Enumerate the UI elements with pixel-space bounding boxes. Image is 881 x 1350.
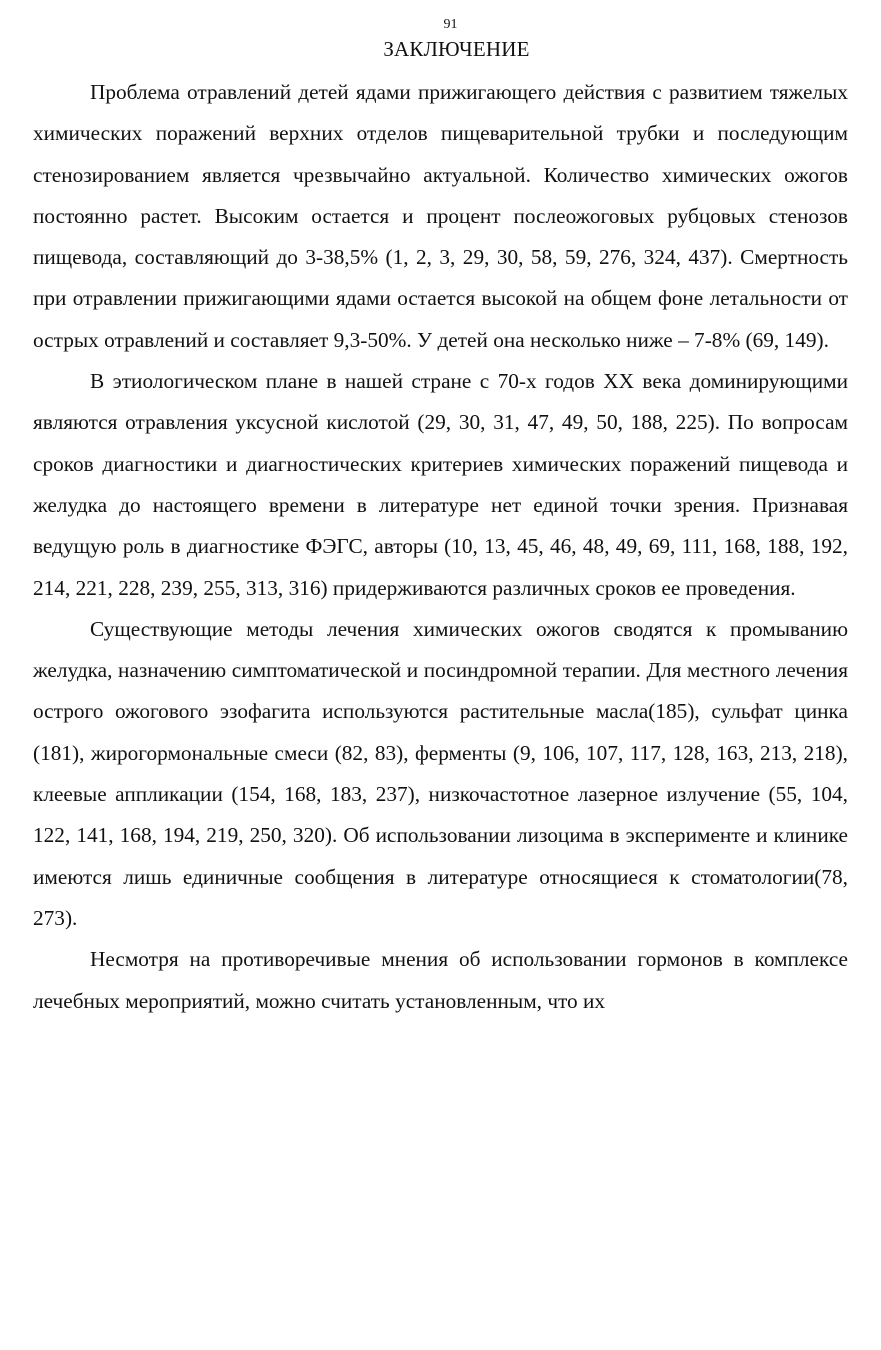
page-number: 91	[443, 17, 458, 32]
document-page	[33, 16, 848, 1022]
paragraph-2: В этиологическом плане в нашей стране с 70-х годов XX века доминирующими являются отравления уксусной кислотой (29, 30, 31, 47, 49, 50, 188, 225). По вопросам сроков диагностики и диагностических критериев химических поражений пищевода и желудка до настоящего времени в литературе нет единой точки зрения. Признавая ведущую роль в диагностике ФЭГС, авторы (10, 13, 45, 46, 48, 49, 69, 111, 168, 188, 192, 214, 221, 228, 239, 255, 313, 316) придерживаются различных сроков ее проведения.	[33, 369, 848, 600]
paragraph-1: Проблема отравлений детей ядами прижигающего действия с развитием тяжелых химических поражений верхних отделов пищеварительной трубки и последующим стенозированием является чрезвычайно актуальной. Количество химических ожогов постоянно растет. Высоким остается и процент послеожоговых рубцовых стенозов пищевода, составляющий до 3-38,5% (1, 2, 3, 29, 30, 58, 59, 276, 324, 437). Смертность при отравлении прижигающими ядами остается высокой на общем фоне летальности от острых отравлений и составляет 9,3-50%. У детей она несколько ниже – 7-8% (69, 149).	[33, 80, 848, 352]
paragraph-4: Несмотря на противоречивые мнения об использовании гормонов в комплексе лечебных мероприятий, можно считать установленным, что их	[33, 947, 848, 1013]
paragraph-3: Существующие методы лечения химических ожогов сводятся к промыванию желудка, назначению симптоматической и посиндромной терапии. Для местного лечения острого ожогового эзофагита используются растительные масла(185), сульфат цинка (181), жирогормональные смеси (82, 83), ферменты (9, 106, 107, 117, 128, 163, 213, 218), клеевые аппликации (154, 168, 183, 237), низкочастотное лазерное излучение (55, 104, 122, 141, 168, 194, 219, 250, 320). Об использовании лизоцима в эксперименте и клинике имеются лишь единичные сообщения в литературе относящиеся к стоматологии(78, 273).	[33, 616, 848, 930]
page-title: ЗАКЛЮЧЕНИЕ	[383, 37, 530, 61]
